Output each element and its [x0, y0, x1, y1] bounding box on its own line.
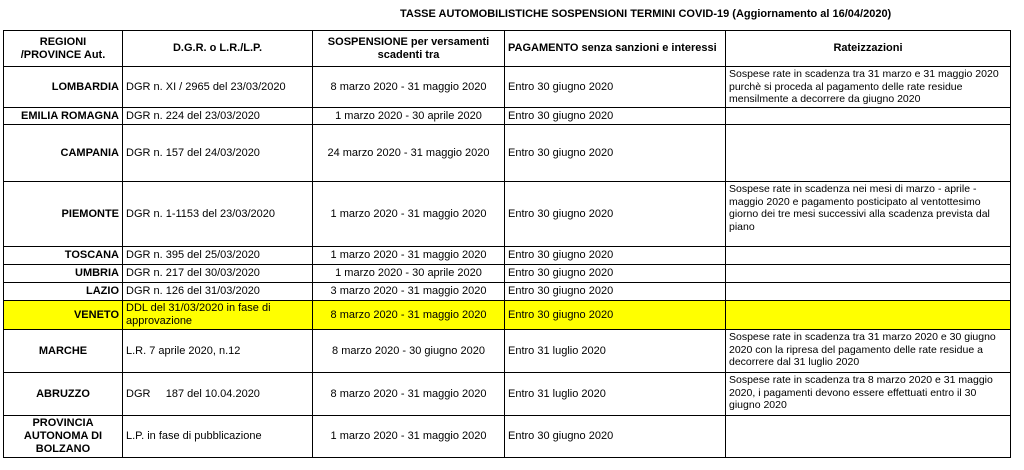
region-cell: LAZIO — [4, 283, 123, 301]
table-row — [4, 182, 1011, 247]
dgr-cell: DGR n. 1-1153 del 23/03/2020 — [123, 182, 313, 247]
payment-cell: Entro 30 giugno 2020 — [505, 265, 726, 283]
payment-cell: Entro 30 giugno 2020 — [505, 247, 726, 265]
payment-cell: Entro 30 giugno 2020 — [505, 416, 726, 458]
header-suspension — [313, 31, 505, 67]
header-suspension-line1: SOSPENSIONE per versamenti — [327, 35, 490, 48]
table-row — [4, 330, 1011, 373]
suspension-cell: 1 marzo 2020 - 31 maggio 2020 — [313, 247, 505, 265]
payment-cell: Entro 30 giugno 2020 — [505, 283, 726, 301]
payment-cell: Entro 30 giugno 2020 — [505, 67, 726, 108]
dgr-cell: DGR 187 del 10.04.2020 — [123, 373, 313, 416]
suspension-cell: 1 marzo 2020 - 30 aprile 2020 — [313, 108, 505, 125]
installments-cell: Sospese rate in scadenza nei mesi di marzo - aprile - maggio 2020 e pagamento posticipato al ventottesimo giorno dei tre mesi successivi alla scadenza prevista dal piano — [726, 182, 1011, 247]
table-row — [4, 67, 1011, 108]
installments-cell: Sospese rate in scadenza tra 8 marzo 2020 e 31 maggio 2020, i pagamenti devono essere effettuati entro il 30 giugno 2020 — [726, 373, 1011, 416]
payment-cell: Entro 30 giugno 2020 — [505, 108, 726, 125]
region-cell: CAMPANIA — [4, 125, 123, 182]
header-row — [4, 31, 1011, 67]
payment-cell: Entro 30 giugno 2020 — [505, 182, 726, 247]
table-row — [4, 247, 1011, 265]
region-cell: TOSCANA — [4, 247, 123, 265]
dgr-cell: DGR n. 157 del 24/03/2020 — [123, 125, 313, 182]
payment-cell: Entro 31 luglio 2020 — [505, 373, 726, 416]
dgr-cell: L.R. 7 aprile 2020, n.12 — [123, 330, 313, 373]
installments-cell — [726, 416, 1011, 458]
header-region — [4, 31, 123, 67]
installments-cell — [726, 265, 1011, 283]
suspension-cell: 24 marzo 2020 - 31 maggio 2020 — [313, 125, 505, 182]
table-row — [4, 125, 1011, 182]
table-row — [4, 108, 1011, 125]
page-title: TASSE AUTOMOBILISTICHE SOSPENSIONI TERMINI COVID-19 (Aggiornamento al 16/04/2020) — [400, 8, 892, 20]
suspension-cell: 1 marzo 2020 - 31 maggio 2020 — [313, 416, 505, 458]
header-dgr: D.G.R. o L.R./L.P. — [123, 31, 313, 67]
region-cell: MARCHE — [4, 330, 123, 373]
installments-cell: Sospese rate in scadenza tra 31 marzo e 31 maggio 2020 purchè si proceda al pagamento delle rate residue mensilmente a decorrere da giugno 2020 — [726, 67, 1011, 108]
table-row-highlighted — [4, 301, 1011, 330]
table-row — [4, 416, 1011, 458]
suspension-cell: 8 marzo 2020 - 31 maggio 2020 — [313, 301, 505, 330]
dgr-cell: DGR n. XI / 2965 del 23/03/2020 — [123, 67, 313, 108]
header-suspension-line2: scadenti tra — [377, 48, 440, 61]
dgr-cell: DGR n. 224 del 23/03/2020 — [123, 108, 313, 125]
suspension-cell: 3 marzo 2020 - 31 maggio 2020 — [313, 283, 505, 301]
suspension-cell: 8 marzo 2020 - 31 maggio 2020 — [313, 67, 505, 108]
installments-cell — [726, 125, 1011, 182]
region-cell: UMBRIA — [4, 265, 123, 283]
table-row — [4, 283, 1011, 301]
payment-cell: Entro 30 giugno 2020 — [505, 301, 726, 330]
header-region-line1: REGIONI — [39, 35, 87, 48]
payment-cell: Entro 31 luglio 2020 — [505, 330, 726, 373]
covid-tax-table — [3, 30, 1011, 458]
dgr-cell: DDL del 31/03/2020 in fase di approvazione — [123, 301, 313, 330]
header-installments: Rateizzazioni — [726, 31, 1011, 67]
region-cell: PIEMONTE — [4, 182, 123, 247]
dgr-cell: L.P. in fase di pubblicazione — [123, 416, 313, 458]
suspension-cell: 8 marzo 2020 - 31 maggio 2020 — [313, 373, 505, 416]
installments-cell — [726, 283, 1011, 301]
installments-cell: Sospese rate in scadenza tra 31 marzo 2020 e 30 giugno 2020 con la ripresa del pagamento delle rate residue a decorrere dal 31 luglio 2020 — [726, 330, 1011, 373]
dgr-cell: DGR n. 126 del 31/03/2020 — [123, 283, 313, 301]
region-cell: ABRUZZO — [4, 373, 123, 416]
table-row — [4, 265, 1011, 283]
region-cell: EMILIA ROMAGNA — [4, 108, 123, 125]
payment-cell: Entro 30 giugno 2020 — [505, 125, 726, 182]
table-row — [4, 373, 1011, 416]
region-cell: PROVINCIA AUTONOMA DI BOLZANO — [4, 416, 123, 458]
header-region-line2: /PROVINCE Aut. — [20, 48, 106, 61]
installments-cell — [726, 247, 1011, 265]
suspension-cell: 1 marzo 2020 - 31 maggio 2020 — [313, 182, 505, 247]
dgr-cell: DGR n. 395 del 25/03/2020 — [123, 247, 313, 265]
region-cell: VENETO — [4, 301, 123, 330]
suspension-cell: 1 marzo 2020 - 30 aprile 2020 — [313, 265, 505, 283]
dgr-cell: DGR n. 217 del 30/03/2020 — [123, 265, 313, 283]
region-cell: LOMBARDIA — [4, 67, 123, 108]
suspension-cell: 8 marzo 2020 - 30 giugno 2020 — [313, 330, 505, 373]
header-payment: PAGAMENTO senza sanzioni e interessi — [505, 31, 726, 67]
installments-cell — [726, 108, 1011, 125]
installments-cell — [726, 301, 1011, 330]
